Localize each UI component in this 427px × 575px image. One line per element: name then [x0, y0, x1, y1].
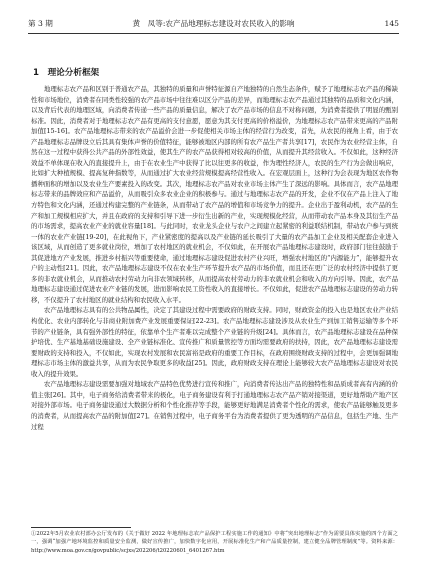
paragraph: 农产品地理标志具有的公共物品属性，决定了其建设过程中需要政府的财政支持。同时，财政资金的投入也是地区农业产业结构优化、农业内部转化与非商业附加费产业发展重要保证[22-23]。农产品地理标志建设涉及从农业生产到加工销售运输等多个环节的产业链条，具有强外部性的特征，依靠单个生产者难以完成整个产业链的升级[24]。具体而言，农产品地理标志建设在品种保护培优、生产基地基础设施建设、全产业链标准化、宣传推广和质量管控等方面均需要政府的扶持，因此，农产品地理标志建设需要财政的支持和投入，不仅如此，实现农村发展和农民富裕是政府的重要工作目标，在政府围绕财政支持的过程中，会更加强调地理标志市场主体的激益共享，从而为农民争取更多的收益[25]。因此，政府财政支持在理论上能够较大农产品地理标志建设对农民收入的提升效果。 [31, 306, 398, 378]
footnote-rule [31, 527, 131, 528]
header-rule [28, 33, 399, 34]
body-text [31, 84, 398, 432]
running-header [28, 17, 399, 31]
paragraph: 农产品地理标志建设需要加强对地域农产品特色优势进行宣传和推广，向消费者传达出产品的独特性和品质成者高有内涵的价值主张[26]。其中，电子商务给消费者带来的极化，电子商务建设有利于打通地理标志农产品产销对接渠道，更好地帮助产地产区对接外部市场。电子商务建设通过大数据分析和个性化推荐等手段，能够更好地满足消费者个性化的需求，使农产品能够触及更多的消费者，从而提高农产品的附加值[27]。在销售过程中，电子商务平台为消费者提供了更为透明的产品信息，包括生产地、生产过程 [31, 380, 398, 431]
running-title: 黄 凤等:农产品地理标志建设对农民收入的影响 [132, 19, 295, 28]
footnote-text: ①2022年5月农业农村部办公厅发布的《关于做好 2022 年地理标志农产品保护工程实施工作的通知》中将“突出地理标志”作为需要具体实施的四个方面之一，强调“加强产地环境监控和质量安全监测，做好宣传推广，加快数字化应用，开展标准化生产和产品质量控制，建立健全品牌管理制度”等。资料来源：http://www.moa.gov.cn/govpublic/scjxs/202206/t20220601_6401267.htm [31, 531, 398, 554]
paragraph: 地理标志农产品和区别于普通农产品，其独特的质量和声誉特征源自产地独特的自然生态条件，赋予了地理标志农产品的稀缺性和市场地位，消费者在同类性较强的农产品市场中往往难以区分产品的差异，而地理标志农产品通过其独特的品质和文化内涵，以及背后代表的地理区域，向消费者传递一些产品的质量信息，解决了农产品市场的信息不对称问题，为消费者提供了明显的甄别标准。因此，消费者对于地理标志农产品有更高的支付意愿，愿意为其支付更高的价格溢价，为地理标志农产品带来更高的产品附加值[15-16]。农产品地理标志带来的农产品溢价会进一步促使相关市场主体的经营行为改变，首先，从农民的视角上看，由于农产品地理标志品牌设立后其具有集体声誉的价值特征，能够被地区内部的所有农产品生产者共享[17]，农民作为农业经营主体，自然在这一过程中获得公共产品的外部性效益，使其生产的农产品获得相对较高的价值，从而提升其经营收入。不仅如此，这种经济效益不单体现在收入的直接提升上，由于在农业生产中获得了比以往更多的收益，作为理性经济人，农民的生产行为会做出响应，比如扩大种植规模、提高复种指数等，从而通过扩大农业经营规模提高经营性收入。在宏观层面上，这种行为会表现为地区农作物播种面积的增加以及农业生产要素投入的改变。其次，地理标志农产品对农业市场主体产生了深远的影响。具体而言，农产品地理标志带来的品牌效应和产品溢价，从而吸引众多农业企业的积极参与。通过与地理标志农产品的开发，企业不仅在产品上注入了地方特色和文化内涵，还通过构建完整的产业链条，从而带动了农产品的增值和市场竞争力的提升。企业出于盈利动机，农产品的生产和加工规模相应扩大，并且在政府的支持和引导下进一步衍生出新的产业，实现规模化经营，从而带动农产品本身及其衍生产品的市场需求，提高农业产业的就业容量[18]。与此同时，农业龙头企业与农户之间建立起紧密的利益联结机制，带动农户参与到统一体的农业产业链[19-20]，在此视角下，产业紧密度的提高以及产业链的延长吸引了大量的农产品加工企业及相关配套企业进入该区域，从而创造了更多就业岗位，增加了农村地区的就业机会，不仅如此，在开展农产品地理标志建设时，政府部门往往鼓励于其促进地方产业发展，推进乡村振兴等重要使命，通过地理标志建设促进农村产业兴旺，增强农村地区的“内源能力”，能够提升农户的主动性[21]。因此，农产品地理标志建设不仅在农业生产环节提升农产品的市场价值，而且还在更广泛的农村经济中提供了更多的非农就业机会，从而推动农村劳动力向非农领域转移，从而提高农村劳动力的非农就业机会和收入的方向引导。因此，农产品地理标志建设通过促进农业产业链的发展，进而影响农民工资性收入的直接增长。不仅如此，促进农产品地理标志建设的劳动力转移，不仅提升了农村地区的就业结构和农民收入水平。 [31, 85, 398, 304]
page-number: 145 [384, 19, 399, 28]
section-heading: 1 理论分析框架 [33, 68, 100, 78]
footnote [31, 530, 398, 555]
issue-number: 第 3 期 [28, 19, 53, 28]
